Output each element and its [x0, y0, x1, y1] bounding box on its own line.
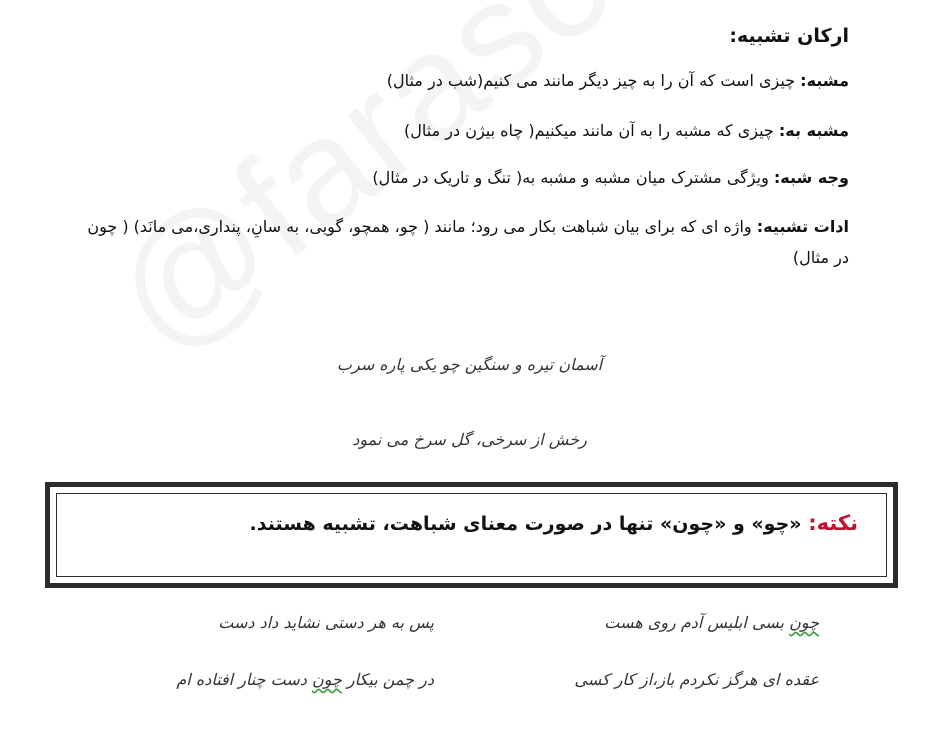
note-box [46, 483, 897, 587]
highlighted-word: چون [311, 670, 342, 689]
verse-text: دست چنار افتاده ام [176, 670, 312, 689]
definition-term: مشبه به: [778, 121, 849, 140]
section-heading: ارکان تشبیه: [729, 25, 849, 47]
note-label: نکته: [808, 511, 858, 535]
definition-mushabbah [387, 68, 849, 94]
poem-line-2: رخش از سرخی، گل سرخ می نمود [352, 430, 587, 449]
definition-term: مشبه: [800, 71, 849, 90]
definition-text: چیزی که مشبه را به آن مانند میکنیم( چاه بیژن در مثال) [404, 121, 779, 140]
watermark [80, 0, 939, 386]
definition-adat-tashbih [69, 211, 849, 273]
definition-wajh-shabah [372, 165, 849, 191]
poem-line-1: آسمان تیره و سنگین چو یکی پاره سرب [336, 355, 603, 374]
verse-1-right [604, 613, 819, 632]
verse-2-right: عقده ای هرگز نکردم باز،از کار کسی [574, 670, 819, 689]
definition-term: وجه شبه: [773, 168, 849, 187]
verse-text: بسی ابلیس آدم روی هست [604, 613, 790, 632]
definition-text: چیزی است که آن را به چیز دیگر مانند می کنیم(شب در مثال) [386, 71, 801, 90]
definition-term: ادات تشبیه: [756, 217, 849, 236]
verse-text: در چمن بیکار [341, 670, 434, 689]
verse-2-left [176, 670, 434, 689]
definition-text: ویژگی مشترک میان مشبه و مشبه به( تنگ و تاریک در مثال) [372, 168, 774, 187]
highlighted-word: چون [789, 613, 819, 632]
verse-1-left: پس به هر دستی نشاید داد دست [218, 613, 434, 632]
definition-text: واژه ای که برای بیان شباهت بکار می رود؛ مانند ( چو، همچو، گویی، به سانِ، پنداری،می مانَد) ( چون در مثال) [87, 217, 849, 267]
definition-mushabbah-bih [404, 118, 849, 144]
note-line [250, 511, 858, 535]
note-text: «چو» و «چون» تنها در صورت معنای شباهت، تشبیه هستند. [249, 513, 809, 535]
